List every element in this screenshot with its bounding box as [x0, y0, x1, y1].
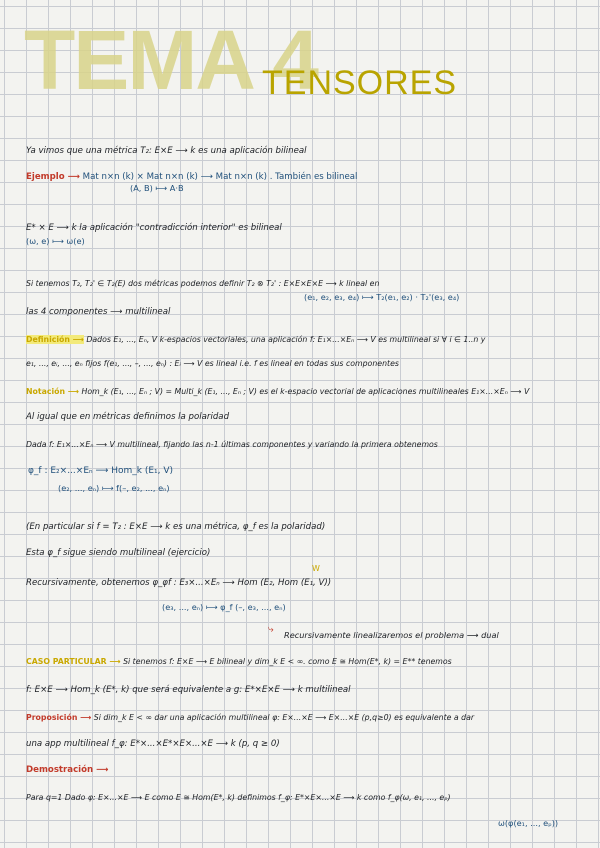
tensor-product-map: (e₁, e₂, e₃, e₄) ⟼ T₂(e₁, e₂) · T₂'(e₃, e₄) [304, 292, 460, 302]
special-case-label: CASO PARTICULAR ⟶ [26, 657, 121, 666]
notation-text: Hom_k (E₁, ..., Eₙ ; V) = Multi_k (E₁, ..., Eₙ ; V) es el k-espacio vectorial de aplicaciones multilineales E₁×...×Eₙ ⟶ V [81, 387, 530, 396]
example-map: (A, B) ⟼ A·B [130, 183, 184, 193]
recursive-map: (e₃, ..., eₙ) ⟼ φ_f (–, e₃, ..., eₙ) [162, 602, 286, 612]
curved-arrow-icon: ⤷ [268, 624, 274, 635]
notation-label: Notación ⟶ [26, 387, 79, 396]
line-special-case [26, 656, 588, 668]
line-proposition [26, 712, 588, 724]
line-example [26, 171, 588, 183]
line-contraction: E* × E ⟶ k la aplicación "contradicción interior" es bilineal [26, 223, 282, 233]
line-proof-q1: Para q=1 Dado φ: E×...×E ⟶ E como E ≅ Hom(E*, k) definimos f_φ: E*×E×...×E ⟶ k como f_φ(ω, e₁, ..., eₚ) [26, 793, 451, 802]
definition-label: Definición ⟶ [26, 335, 84, 344]
line-tensor-product: Si tenemos T₂, T₂' ∈ T₂(E) dos métricas podemos definir T₂ ⊗ T₂' : E×E×E×E ⟶ k lineal en [26, 279, 380, 288]
line-demonstration [26, 764, 588, 776]
tensores-subtitle: TENSORES [262, 64, 458, 102]
example-label: Ejemplo ⟶ [26, 172, 80, 182]
proposition-label: Proposición ⟶ [26, 713, 92, 722]
line-still-multilinear: Esta φ_f sigue siendo multilineal (ejercicio) [26, 548, 211, 558]
contraction-map: (ω, e) ⟼ ω(e) [26, 236, 85, 246]
phi-map-elements: (e₂, ..., eₙ) ⟼ f(–, e₂, ..., eₙ) [58, 483, 170, 493]
demonstration-label: Demostración ⟶ [26, 765, 109, 775]
line-definition-2: e₁, ..., eᵢ, ..., eₙ fijos f(e₁, ..., –, ..., eₙ) : Eᵢ ⟶ V es lineal i.e. f es lineal en todas sus componentes [26, 359, 399, 368]
line-four-components: las 4 componentes ⟶ multilineal [26, 307, 171, 317]
line-polarity: Al igual que en métricas definimos la polaridad [26, 412, 230, 422]
line-recursive: Recursivamente, obtenemos φ_φf : E₃×...×Eₙ ⟶ Hom (E₂, Hom (E₁, V)) [26, 578, 332, 588]
line-metric-bilinear: Ya vimos que una métrica T₂: E×E ⟶ k es una aplicación bilineal [26, 146, 307, 156]
line-definition [26, 334, 588, 346]
proof-result: ω(φ(e₁, ..., eₚ)) [498, 818, 559, 828]
proposition-text: Si dim_k E < ∞ dar una aplicación multilineal φ: E×...×E ⟶ E×...×E (p,q≥0) es equivalente a dar [93, 713, 475, 722]
line-proposition-2: una app multilineal f_φ: E*×...×E*×E×...×E ⟶ k (p, q ≥ 0) [26, 739, 280, 749]
line-notation [26, 386, 588, 398]
recursive-note: Recursivamente linealizaremos el problema ⟶ dual [284, 630, 499, 640]
definition-text: Dados E₁, ..., Eₙ, V k-espacios vectoriales, una aplicación f: E₁×...×Eₙ ⟶ V es multilineal si ∀ i ∈ 1..n y [86, 335, 486, 344]
line-special-case-2: f: E×E ⟶ Hom_k (E*, k) que será equivalente a g: E*×E×E ⟶ k multilineal [26, 685, 351, 695]
phi-map: φ_f : E₂×...×Eₙ ⟶ Hom_k (E₁, V) [28, 466, 174, 476]
line-fixing: Dada f: E₁×...×Eₙ ⟶ V multilineal, fijando las n-1 últimas componentes y variando la primera obtenemos [26, 440, 438, 449]
example-text: Mat n×n (k) × Mat n×n (k) ⟶ Mat n×n (k) . También es bilineal [82, 172, 358, 182]
w-annotation: W [312, 564, 320, 573]
tema-title: TEMA 4 [24, 13, 317, 107]
special-case-text: Si tenemos f: E×E ⟶ E bilineal y dim_k E < ∞. como E ≅ Hom(E*, k) = E** tenemos [123, 657, 452, 666]
line-particular-polarity: (En particular si f = T₂ : E×E ⟶ k es una métrica, φ_f es la polaridad) [26, 522, 326, 532]
